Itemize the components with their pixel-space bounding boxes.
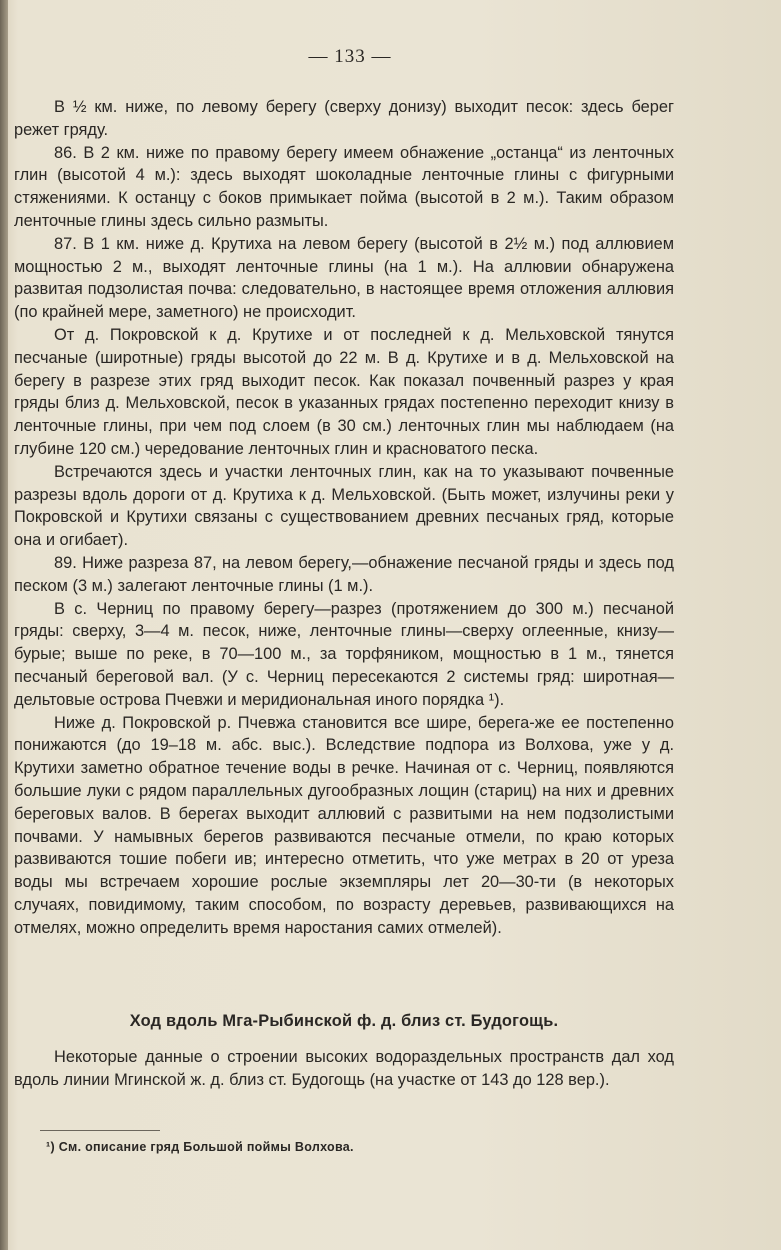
paragraph: В ½ км. ниже, по левому берегу (сверху донизу) выходит песок: здесь берег режет гряду. [14, 98, 674, 139]
paragraph: 87. В 1 км. ниже д. Крутиха на левом берегу (высотой в 2½ м.) под аллювием мощностью 2 м., выходят ленточные глины (на 1 м.). На аллювии обнаружена развитая подзолистая почва: следовательно, в настоящее время отложения аллювия (по крайней мере, заметного) не происходит. [14, 234, 674, 322]
paragraph: От д. Покровской к д. Крутихе и от последней к д. Мельховской тянутся песчаные (широтные) гряды высотой до 22 м. В д. Крутихе и в д. Мельховской на берегу в разрезе этих гряд выходит песок. Как показал почвенный разрез у края гряды близ д. Мельховской, песок в указанных грядах постепенно переходит книзу в ленточные глины, при чем под слоем (в 30 см.) ленточных глин мы наблюдаем (на глубине 120 см.) чередование ленточных глин и красноватого песка. [14, 325, 674, 458]
paragraph: В с. Черниц по правому берегу—разрез (протяжением до 300 м.) песчаной гряды: сверху, 3—4 м. песок, ниже, ленточные глины—сверху оглеенные, книзу—бурые; выше по реке, в 70—100 м., за торфяником, мощностью в 1 м., тянется песчаный береговой вал. (У с. Черниц пересекаются 2 системы гряд: широтная—дельтовые острова Пчевжи и меридиональная иного порядка ¹). [14, 599, 674, 709]
body-text [14, 96, 674, 939]
section-body [14, 1046, 674, 1092]
page-number: — 133 — [308, 46, 392, 67]
book-spine-edge [0, 0, 8, 1250]
paragraph: Встречаются здесь и участки ленточных глин, как на то указывают почвенные разрезы вдоль дороги от д. Крутиха к д. Мельховской. (Быть может, излучины реки у Покровской и Крутихи связаны с существованием древних песчаных гряд, которые она и огибает). [14, 462, 674, 550]
section-heading: Ход вдоль Мга-Рыбинской ф. д. близ ст. Будогощь. [129, 1012, 559, 1030]
paragraph: 89. Ниже разреза 87, на левом берегу,—обнажение песчаной гряды и здесь под песком (3 м.) залегают ленточные глины (1 м.). [14, 553, 674, 595]
paragraph: 86. В 2 км. ниже по правому берегу имеем обнажение „останца“ из ленточных глин (высотой 4 м.): здесь выходят шоколадные ленточные глины с фигурными стяжениями. К останцу с боков примыкает пойма (высотой в 2 м.). Таким образом ленточные глины здесь сильно размыты. [14, 143, 674, 230]
footnote-divider [40, 1130, 160, 1131]
paragraph: Некоторые данные о строении высоких водораздельных пространств дал ход вдоль линии Мгинской ж. д. близ ст. Будогощь (на участке от 143 до 128 вер.). [14, 1048, 674, 1089]
paragraph: Ниже д. Покровской р. Пчевжа становится все шире, берега-же ее постепенно понижаются (до 19–18 м. абс. выс.). Вследствие подпора из Волхова, уже у д. Крутихи заметно обратное течение воды в речке. Начиная от с. Черниц, появляются большие луки с рядом параллельных дугообразных лощин (стариц) на них и древних береговых валов. В берегах выходит аллювий с развитыми на нем подзолистыми почвами. У намывных берегов развиваются песчаные отмели, по краю которых развиваются тошие побеги ив; интересно отметить, что уже метрах в 20 от уреза воды мы встречаем хорошие рослые экземпляры лет 20—30-ти (в некоторых случаях, повидимому, таким способом, по возрасту деревьев, развивающихся на отмелях, можно определить время наростания самих отмелей). [14, 713, 674, 937]
footnote: ¹) См. описание гряд Большой поймы Волхова. [46, 1140, 354, 1154]
